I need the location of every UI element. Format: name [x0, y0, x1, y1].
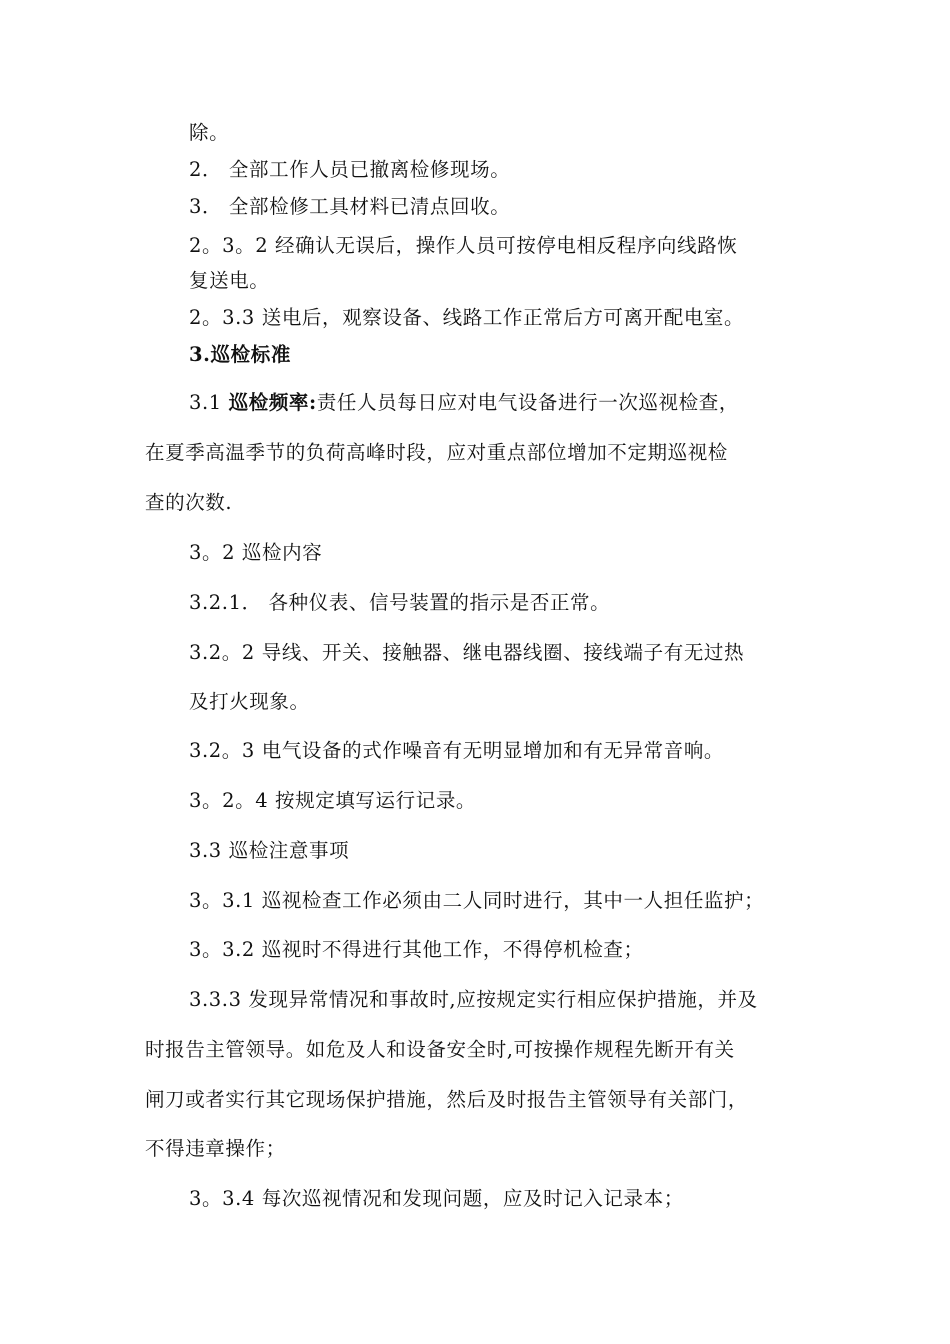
text-line: 3。2。4 按规定填写运行记录。 — [189, 789, 477, 812]
paragraph-3-1 — [189, 390, 739, 416]
text-line: 及打火现象。 — [189, 690, 310, 713]
text-line: 3.3.3 发现异常情况和事故时,应按规定实行相应保护措施，并及 — [189, 988, 758, 1011]
text-line: 2。3.3 送电后，观察设备、线路工作正常后方可离开配电室。 — [189, 306, 745, 329]
clause-text: 责任人员每日应对电气设备进行一次巡视检查， — [316, 391, 739, 414]
subsection-title: 3.3 巡检注意事项 — [189, 839, 350, 862]
text-line: 时报告主管领导。如危及人和设备安全时,可按操作规程先断开有关 — [145, 1038, 735, 1061]
text-line: 3.2。2 导线、开关、接触器、继电器线圈、接线端子有无过热 — [189, 641, 745, 664]
text-line: 2． 全部工作人员已撤离检修现场。 — [189, 158, 511, 181]
text-line: 3。3.2 巡视时不得进行其他工作，不得停机检查； — [189, 938, 644, 961]
text-line: 3。3.1 巡视检查工作必须由二人同时进行，其中一人担任监护； — [189, 889, 765, 912]
text-line: 3.2.1． 各种仪表、信号装置的指示是否正常。 — [189, 591, 611, 614]
text-line: 复送电。 — [189, 269, 270, 292]
text-line: 在夏季高温季节的负荷高峰时段，应对重点部位增加不定期巡视检 — [145, 441, 728, 464]
text-line: 2。3。2 经确认无误后，操作人员可按停电相反程序向线路恢 — [189, 234, 738, 257]
subsection-title: 3。2 巡检内容 — [189, 541, 323, 564]
text-line: 闸刀或者实行其它现场保护措施，然后及时报告主管领导有关部门， — [145, 1088, 749, 1111]
section-heading: 3.巡检标准 — [189, 343, 291, 366]
text-line: 查的次数. — [145, 491, 233, 514]
text-line: 3． 全部检修工具材料已清点回收。 — [189, 195, 511, 218]
text-line: 不得违章操作； — [145, 1137, 286, 1160]
text-line: 3。3.4 每次巡视情况和发现问题，应及时记入记录本； — [189, 1187, 684, 1210]
text-line: 除。 — [189, 121, 230, 144]
clause-number: 3.1 — [189, 391, 229, 414]
text-line: 3.2。3 电气设备的式作噪音有无明显增加和有无异常音响。 — [189, 739, 725, 762]
clause-term: 巡检频率: — [228, 391, 317, 414]
